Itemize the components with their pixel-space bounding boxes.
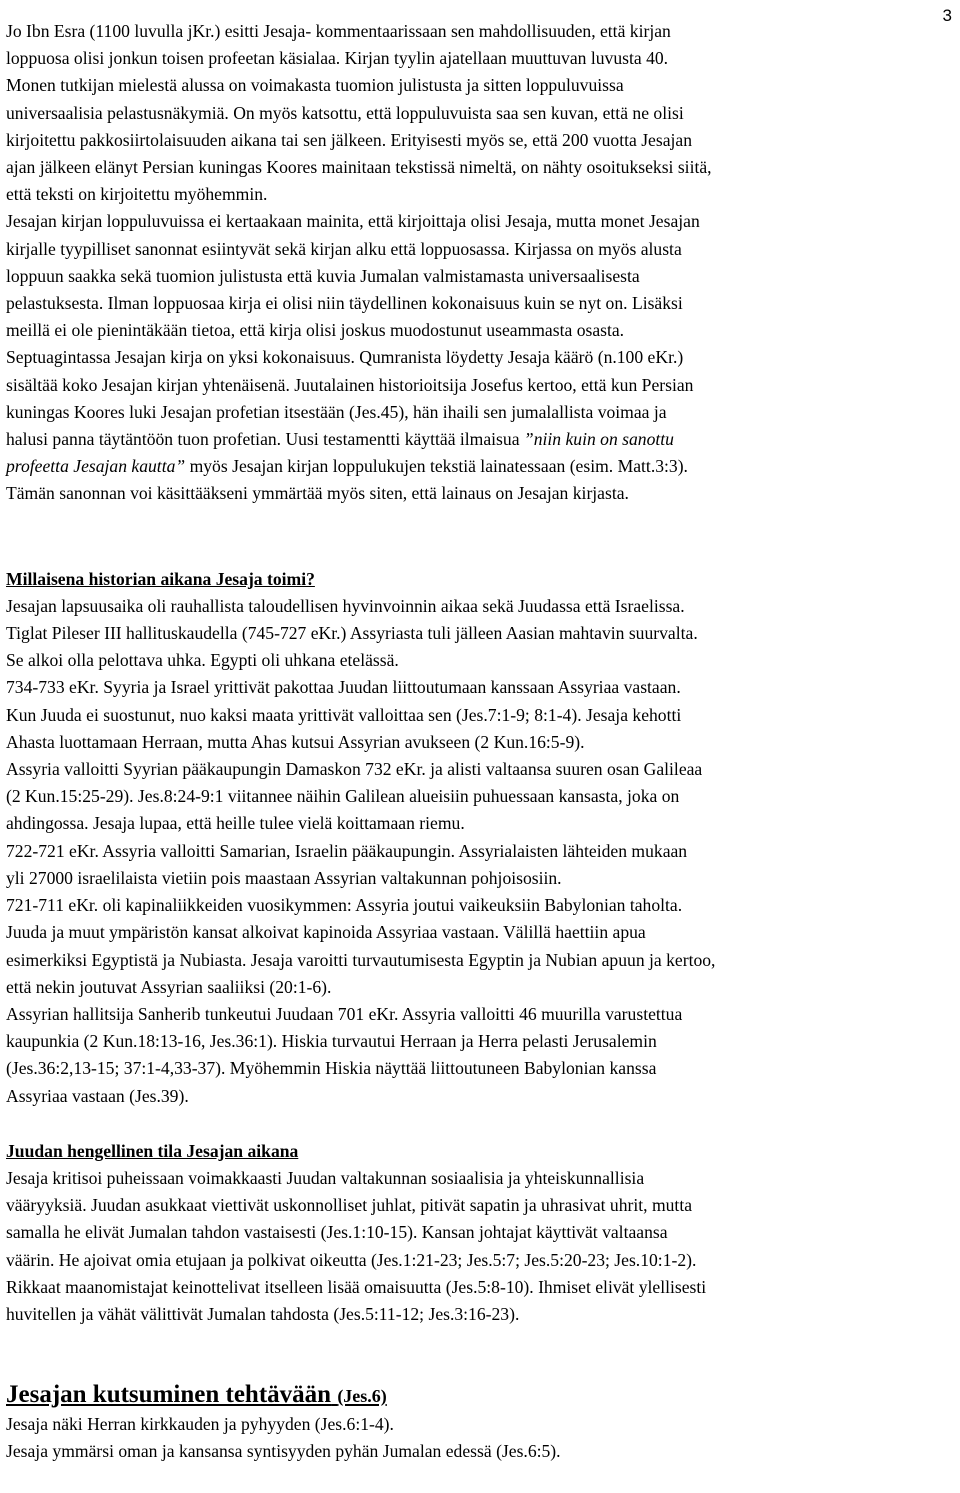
text-line: samalla he elivät Jumalan tahdon vastaisesti (Jes.1:10-15). Kansan johtajat käyttivät valtaansa [6, 1222, 668, 1243]
text-line [6, 453, 951, 480]
text-line: Jo Ibn Esra (1100 luvulla jKr.) esitti Jesaja- kommentaarissaan sen mahdollisuuden, että kirjan [6, 21, 671, 41]
text-line: että teksti on kirjoitettu myöhemmin. [6, 184, 268, 205]
quote-italic: profeetta Jesajan kautta” [6, 456, 186, 477]
text-line: Assyria valloitti Syyrian pääkaupungin Damaskon 732 eKr. ja alisti valtaansa suuren osan Galileaa [6, 759, 703, 780]
text-line: Jesaja näki Herran kirkkauden ja pyhyyden (Jes.6:1-4). [6, 1414, 394, 1435]
section-spiritual-state [6, 1138, 951, 1328]
spacer [6, 1110, 951, 1138]
text-line: yli 27000 israelilaista vietiin pois maastaan Assyrian valtakunnan pohjoisosiin. [6, 867, 562, 888]
text-line: Assyrian hallitsija Sanherib tunkeutui Juudaan 701 eKr. Assyria valloitti 46 muurilla varustettua [6, 1003, 683, 1024]
quote-italic: ”niin kuin on sanottu [523, 429, 674, 450]
text-line: vääryyksiä. Juudan asukkaat viettivät uskonnolliset juhlat, pitivät sapatin ja uhrasivat uhrit, mutta [6, 1195, 693, 1216]
section-history [6, 566, 951, 1110]
section-heading: Juudan hengellinen tila Jesajan aikana [6, 1140, 299, 1161]
document-body [6, 18, 951, 1466]
text-line: Jesaja ymmärsi oman ja kansansa syntisyyden pyhän Jumalan edessä (Jes.6:5). [6, 1441, 561, 1462]
text-line: loppuun saakka sekä tuomion julistusta että kuvia Jumalan valmistamasta universaalisesta [6, 265, 640, 286]
text-line: Tiglat Pileser III hallituskaudella (745-727 eKr.) Assyriasta tuli jälleen Aasian mahtavin suurvalta. [6, 623, 698, 644]
section-heading: Millaisena historian aikana Jesaja toimi? [6, 568, 315, 589]
text-line: Septuagintassa Jesajan kirja on yksi kokonaisuus. Qumranista löydetty Jesaja käärö (n.100 eKr.) [6, 347, 684, 368]
text-line: sisältää koko Jesajan kirjan yhtenäisenä. Juutalainen historioitsija Josefus kertoo, että kun Persian [6, 374, 694, 395]
text-line: Juuda ja muut ympäristön kansat alkoivat kapinoida Assyriaa vastaan. Välillä haettiin apua [6, 922, 646, 943]
text-line: 721-711 eKr. oli kapinaliikkeiden vuosikymmen: Assyria joutui vaikeuksiin Babylonian taholta. [6, 895, 683, 916]
page-number: 3 [942, 6, 952, 25]
intro-paragraph [6, 18, 951, 508]
text-line: Assyriaa vastaan (Jes.39). [6, 1085, 189, 1106]
text-line: väärin. He ajoivat omia etujaan ja polkivat oikeutta (Jes.1:21-23; Jes.5:7; Jes.5:20-23; Jes.10:1-2). [6, 1249, 697, 1270]
text-line: Ahasta luottamaan Herraan, mutta Ahas kutsui Assyrian avukseen (2 Kun.16:5-9). [6, 731, 585, 752]
text-line: ajan jälkeen elänyt Persian kuningas Koores mainitaan tekstissä nimeltä, on nähty osoitukseksi siitä, [6, 157, 712, 178]
text-line [6, 426, 951, 453]
text-line: universaalisia pelastusnäkymiä. On myös katsottu, että loppuluvuista saa sen kuvan, että ne olisi [6, 102, 684, 123]
heading-text: Jesajan kutsuminen tehtävään [6, 1381, 332, 1409]
text-line: Rikkaat maanomistajat keinottelivat itselleen lisää omaisuutta (Jes.5:8-10). Ihmiset elivät ylellisesti [6, 1276, 707, 1297]
text-line: kirjoitettu pakkosiirtolaisuuden aikana tai sen jälkeen. Erityisesti myös se, että 200 vuotta Jesajan [6, 129, 692, 150]
text-line: kirjalle tyypilliset sanonnat esiintyvät sekä kirjan alku että loppuosassa. Kirjassa on myös alusta [6, 238, 682, 259]
text-line: 734-733 eKr. Syyria ja Israel yrittivät pakottaa Juudan liittoutumaan kanssaan Assyriaa vastaan. [6, 677, 681, 698]
text-line: pelastuksesta. Ilman loppuosaa kirja ei olisi niin täydellinen kokonaisuus kuin se nyt on. Lisäksi [6, 293, 683, 314]
text-line: huvitellen ja vähät välittivät Jumalan tahdosta (Jes.5:11-12; Jes.3:16-23). [6, 1303, 520, 1324]
text-line: ahdingossa. Jesaja lupaa, että heille tulee vielä koittamaan riemu. [6, 813, 465, 834]
text-line: Kun Juuda ei suostunut, nuo kaksi maata yrittivät valloittaa sen (Jes.7:1-9; 8:1-4). Jesaja kehotti [6, 704, 682, 725]
text-line: kaupunkia (2 Kun.18:13-16, Jes.36:1). Hiskia turvautui Herraan ja Herra pelasti Jerusalemin [6, 1031, 657, 1052]
text-line: meillä ei ole pienintäkään tietoa, että kirja olisi joskus muodostunut useammasta osasta. [6, 320, 625, 341]
spacer [6, 1328, 951, 1380]
text-line: Jesajan kirjan loppuluvuissa ei kertaakaan mainita, että kirjoittaja olisi Jesaja, mutta monet Jesajan [6, 211, 700, 232]
text-line: (Jes.36:2,13-15; 37:1-4,33-37). Myöhemmin Hiskia näyttää liittoutuneen Babylonian kanssa [6, 1058, 657, 1079]
text-line: Se alkoi olla pelottava uhka. Egypti oli uhkana etelässä. [6, 650, 399, 671]
text-line: Jesaja kritisoi puheissaan voimakkaasti Juudan valtakunnan sosiaalisia ja yhteiskunnallisia [6, 1167, 645, 1188]
text-segment: myös Jesajan kirjan loppulukujen tekstiä lainatessaan (esim. Matt.3:3). [185, 456, 688, 477]
text-line: että nekin joutuvat Assyrian saaliiksi (20:1-6). [6, 976, 332, 997]
heading-reference: (Jes.6) [337, 1386, 387, 1407]
text-line: 722-721 eKr. Assyria valloitti Samarian, Israelin pääkaupungin. Assyrialaisten lähteiden mukaan [6, 840, 688, 861]
text-line: Monen tutkijan mielestä alussa on voimakasta tuomion julistusta ja sitten loppuluvuissa [6, 75, 624, 96]
text-segment: halusi panna täytäntöön tuon profetian. Uusi testamentti käyttää ilmaisua [6, 429, 520, 450]
text-line: Jesajan lapsuusaika oli rauhallista taloudellisen hyvinvoinnin aikaa sekä Juudassa että Israelissa. [6, 595, 685, 616]
text-line: loppuosa olisi jonkun toisen profeetan käsialaa. Kirjan tyylin ajatellaan muuttuvan luvusta 40. [6, 48, 669, 69]
text-line: esimerkiksi Egyptistä ja Nubiasta. Jesaja varoitti turvautumisesta Egyptin ja Nubian apuun ja kertoo, [6, 949, 716, 970]
spacer [6, 508, 951, 566]
text-line: kuningas Koores luki Jesajan profetian itsestään (Jes.45), hän ihaili sen jumalallista voimaa ja [6, 401, 667, 422]
text-line: Tämän sanonnan voi käsittääkseni ymmärtää myös siten, että lainaus on Jesajan kirjasta. [6, 483, 629, 504]
text-line: (2 Kun.15:25-29). Jes.8:24-9:1 viitannee näihin Galilean alueisiin puhuessaan kansasta, joka on [6, 786, 680, 807]
section-calling [6, 1380, 951, 1465]
section-heading [6, 1380, 951, 1411]
